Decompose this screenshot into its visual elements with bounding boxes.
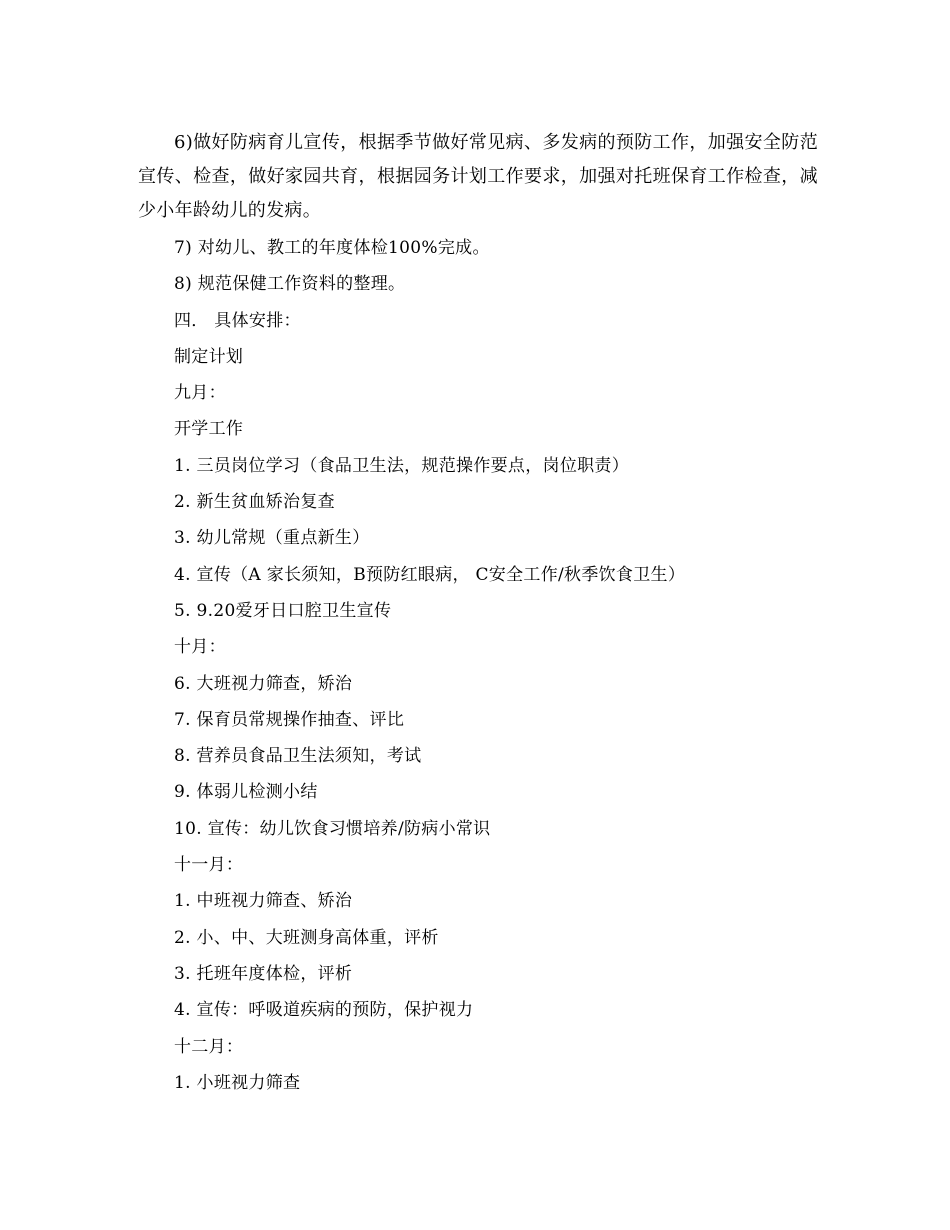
list-item: 1. 小班视力筛查 bbox=[174, 1072, 301, 1093]
intro-paragraph: 6)做好防病育儿宣传，根据季节做好常见病、多发病的预防工作，加强安全防范宣传、检查，做好家园共育，根据园务计划工作要求，加强对托班保育工作检查，减少小年龄幼儿的发病。 bbox=[138, 132, 818, 221]
text-line: 开学工作 bbox=[174, 419, 244, 440]
list-item: 7. 保育员常规操作抽查、评比 bbox=[174, 709, 405, 730]
list-item: 2. 新生贫血矫治复查 bbox=[174, 492, 335, 513]
text-line: 8) 规范保健工作资料的整理。 bbox=[174, 274, 406, 295]
list-item: 4. 宣传（A 家长须知，B预防红眼病， C安全工作/秋季饮食卫生） bbox=[174, 564, 686, 585]
month-heading: 十一月： bbox=[174, 855, 244, 876]
list-item: 3. 幼儿常规（重点新生） bbox=[174, 528, 370, 549]
list-item: 8. 营养员食品卫生法须知，考试 bbox=[174, 746, 422, 767]
month-heading: 九月： bbox=[174, 383, 226, 404]
list-item: 5. 9.20爱牙日口腔卫生宣传 bbox=[174, 600, 392, 621]
section-heading: 四． 具体安排： bbox=[174, 310, 301, 331]
month-heading: 十月： bbox=[174, 637, 226, 658]
list-item: 9. 体弱儿检测小结 bbox=[174, 782, 318, 803]
document-body bbox=[138, 126, 818, 1101]
text-line: 制定计划 bbox=[174, 346, 244, 367]
list-item: 2. 小、中、大班测身高体重，评析 bbox=[174, 927, 439, 948]
list-item: 3. 托班年度体检，评析 bbox=[174, 963, 353, 984]
text-line: 7) 对幼儿、教工的年度体检100%完成。 bbox=[174, 238, 490, 258]
list-item: 1. 中班视力筛查、矫治 bbox=[174, 891, 353, 912]
list-item: 10. 宣传：幼儿饮食习惯培养/防病小常识 bbox=[174, 818, 491, 839]
list-item: 6. 大班视力筛查，矫治 bbox=[174, 673, 353, 694]
list-item: 1. 三员岗位学习（食品卫生法，规范操作要点，岗位职责） bbox=[174, 455, 630, 476]
list-item: 4. 宣传：呼吸道疾病的预防，保护视力 bbox=[174, 1000, 474, 1021]
month-heading: 十二月： bbox=[174, 1036, 244, 1057]
